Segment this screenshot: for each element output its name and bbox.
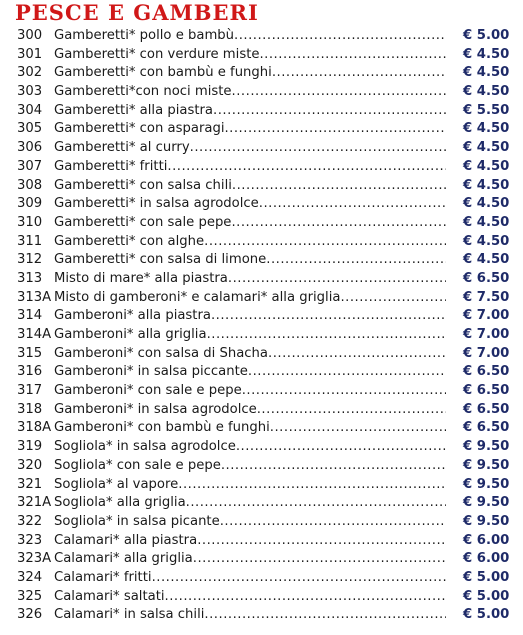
item-number: 309 (17, 196, 43, 212)
item-price: € 9.50 (463, 495, 510, 511)
item-number: 313A (17, 289, 52, 305)
item-price: € 4.50 (463, 140, 510, 156)
item-name: Gamberetti* con asparagi ..... (54, 120, 446, 139)
item-number: 300 (17, 28, 43, 43)
item-number: 325 (17, 588, 43, 604)
menu-item-row (0, 120, 523, 139)
menu-item-row (0, 419, 523, 438)
menu-item-row (0, 251, 523, 270)
menu-item-row (0, 177, 523, 196)
item-price: € 4.50 (463, 233, 510, 249)
item-number: 314 (17, 308, 43, 324)
item-price: € 6.00 (463, 532, 510, 548)
item-price: € 7.00 (463, 345, 510, 361)
item-price: € 4.50 (463, 46, 510, 62)
menu-item-row (0, 401, 523, 420)
menu-item-row (0, 64, 523, 83)
item-price: € 4.50 (463, 177, 510, 193)
item-price: € 4.50 (463, 121, 510, 137)
menu-item-row (0, 289, 523, 308)
item-number: 317 (17, 383, 43, 399)
item-price: € 9.50 (463, 439, 510, 455)
menu-item-row (0, 550, 523, 569)
item-price: € 5.00 (463, 569, 510, 585)
menu-item-row (0, 476, 523, 495)
item-name: Gamberetti* con bambù e funghi ..... (54, 64, 446, 83)
item-name: Gamberoni* alla griglia ..... (54, 326, 446, 345)
item-price: € 9.50 (463, 513, 510, 529)
item-number: 326 (17, 607, 43, 623)
item-number: 321A (17, 495, 52, 511)
item-price: € 7.00 (463, 327, 510, 342)
item-number: 307 (17, 158, 43, 174)
item-name: Calamari* alla griglia ..... (54, 550, 446, 569)
item-name: Sogliola* al vapore ..... (54, 476, 446, 495)
item-number: 322 (17, 513, 43, 529)
item-name: Gamberetti* con salsa chili ..... (54, 177, 446, 196)
item-name: Sogliola* alla griglia ..... (54, 494, 446, 513)
item-name: Gamberetti* con verdure miste ..... (54, 46, 446, 65)
item-number: 316 (17, 364, 43, 380)
menu-item-row (0, 158, 523, 177)
item-price: € 9.50 (463, 457, 510, 473)
menu-item-row (0, 139, 523, 158)
item-number: 321 (17, 476, 43, 492)
item-number: 318 (17, 401, 43, 417)
item-number: 315 (17, 345, 43, 361)
menu-item-row (0, 532, 523, 551)
menu-item-row (0, 438, 523, 457)
item-name: Misto di gamberoni* e calamari* alla griglia ..... (54, 289, 446, 308)
menu-item-row (0, 270, 523, 289)
item-number: 324 (17, 569, 43, 585)
item-number: 306 (17, 140, 43, 156)
menu-item-row (0, 606, 523, 625)
item-price: € 6.00 (463, 551, 510, 567)
item-name: Gamberetti* con salsa di limone ..... (54, 251, 446, 270)
item-price: € 6.50 (463, 420, 510, 436)
menu-item-row (0, 494, 523, 513)
item-number: 323A (17, 551, 52, 567)
menu-item-row (0, 588, 523, 607)
item-name: Gamberetti* al curry ..... (54, 139, 446, 158)
item-price: € 4.50 (463, 158, 510, 174)
item-number: 311 (17, 233, 43, 249)
item-number: 302 (17, 65, 43, 81)
menu-item-row (0, 326, 523, 345)
item-price: € 4.50 (463, 65, 510, 81)
item-price: € 4.50 (463, 84, 510, 100)
item-price: € 5.00 (463, 607, 510, 623)
item-name: Gamberetti* fritti ..... (54, 158, 446, 177)
item-name: Gamberoni* con sale e pepe ..... (54, 382, 446, 401)
item-name: Gamberetti* con sale pepe ..... (54, 214, 446, 233)
menu-item-row (0, 382, 523, 401)
item-price: € 4.50 (463, 252, 510, 268)
item-price: € 6.50 (463, 401, 510, 417)
menu-item-row (0, 233, 523, 252)
menu-item-row (0, 513, 523, 532)
menu-item-row (0, 83, 523, 102)
menu-item-row (0, 307, 523, 326)
item-price: € 6.50 (463, 383, 510, 399)
item-name: Sogliola* con sale e pepe ..... (54, 457, 446, 476)
item-price: € 5.50 (463, 102, 510, 118)
item-number: 305 (17, 121, 43, 137)
menu-item-row (0, 569, 523, 588)
menu-item-row (0, 457, 523, 476)
menu-item-row (0, 102, 523, 121)
item-name: Gamberetti* alla piastra ..... (54, 102, 446, 121)
item-price: € 4.50 (463, 214, 510, 230)
item-name: Misto di mare* alla piastra ..... (54, 270, 446, 289)
item-name: Gamberoni* in salsa piccante ..... (54, 363, 446, 382)
item-number: 320 (17, 457, 43, 473)
item-number: 303 (17, 84, 43, 100)
item-name: Calamari* in salsa chili ..... (54, 606, 446, 625)
item-number: 304 (17, 102, 43, 118)
menu-item-row (0, 214, 523, 233)
menu-item-row (0, 363, 523, 382)
menu-list (0, 27, 523, 625)
item-name: Gamberetti* pollo e bambù ..... (54, 27, 446, 46)
item-number: 318A (17, 420, 52, 436)
item-price: € 6.50 (463, 364, 510, 380)
item-name: Sogliola* in salsa agrodolce ..... (54, 438, 446, 457)
item-price: € 5.00 (463, 28, 510, 43)
item-name: Calamari* saltati ..... (54, 588, 446, 607)
item-name: Gamberetti* con alghe ..... (54, 233, 446, 252)
item-name: Gamberoni* con salsa di Shacha ..... (54, 345, 446, 364)
item-name: Calamari* fritti ..... (54, 569, 446, 588)
item-price: € 9.50 (463, 476, 510, 492)
item-name: Gamberetti* in salsa agrodolce ..... (54, 195, 446, 214)
menu-item-row (0, 195, 523, 214)
item-name: Gamberoni* in salsa agrodolce ..... (54, 401, 446, 420)
item-name: Gamberoni* alla piastra ..... (54, 307, 446, 326)
section-title: PESCE E GAMBERI (15, 0, 259, 25)
item-number: 310 (17, 214, 43, 230)
item-number: 308 (17, 177, 43, 193)
item-name: Gamberetti*con noci miste ..... (54, 83, 446, 102)
item-price: € 7.50 (463, 289, 510, 305)
item-name: Gamberoni* con bambù e funghi ..... (54, 419, 446, 438)
item-name: Sogliola* in salsa picante ..... (54, 513, 446, 532)
menu-item-row (0, 27, 523, 46)
item-number: 323 (17, 532, 43, 548)
item-price: € 6.50 (463, 270, 510, 286)
item-price: € 4.50 (463, 196, 510, 212)
item-number: 314A (17, 327, 52, 342)
item-number: 301 (17, 46, 43, 62)
item-number: 313 (17, 270, 43, 286)
menu-item-row (0, 345, 523, 364)
item-name: Calamari* alla piastra ..... (54, 532, 446, 551)
item-price: € 7.00 (463, 308, 510, 324)
item-price: € 5.00 (463, 588, 510, 604)
menu-item-row (0, 46, 523, 65)
item-number: 312 (17, 252, 43, 268)
item-number: 319 (17, 439, 43, 455)
